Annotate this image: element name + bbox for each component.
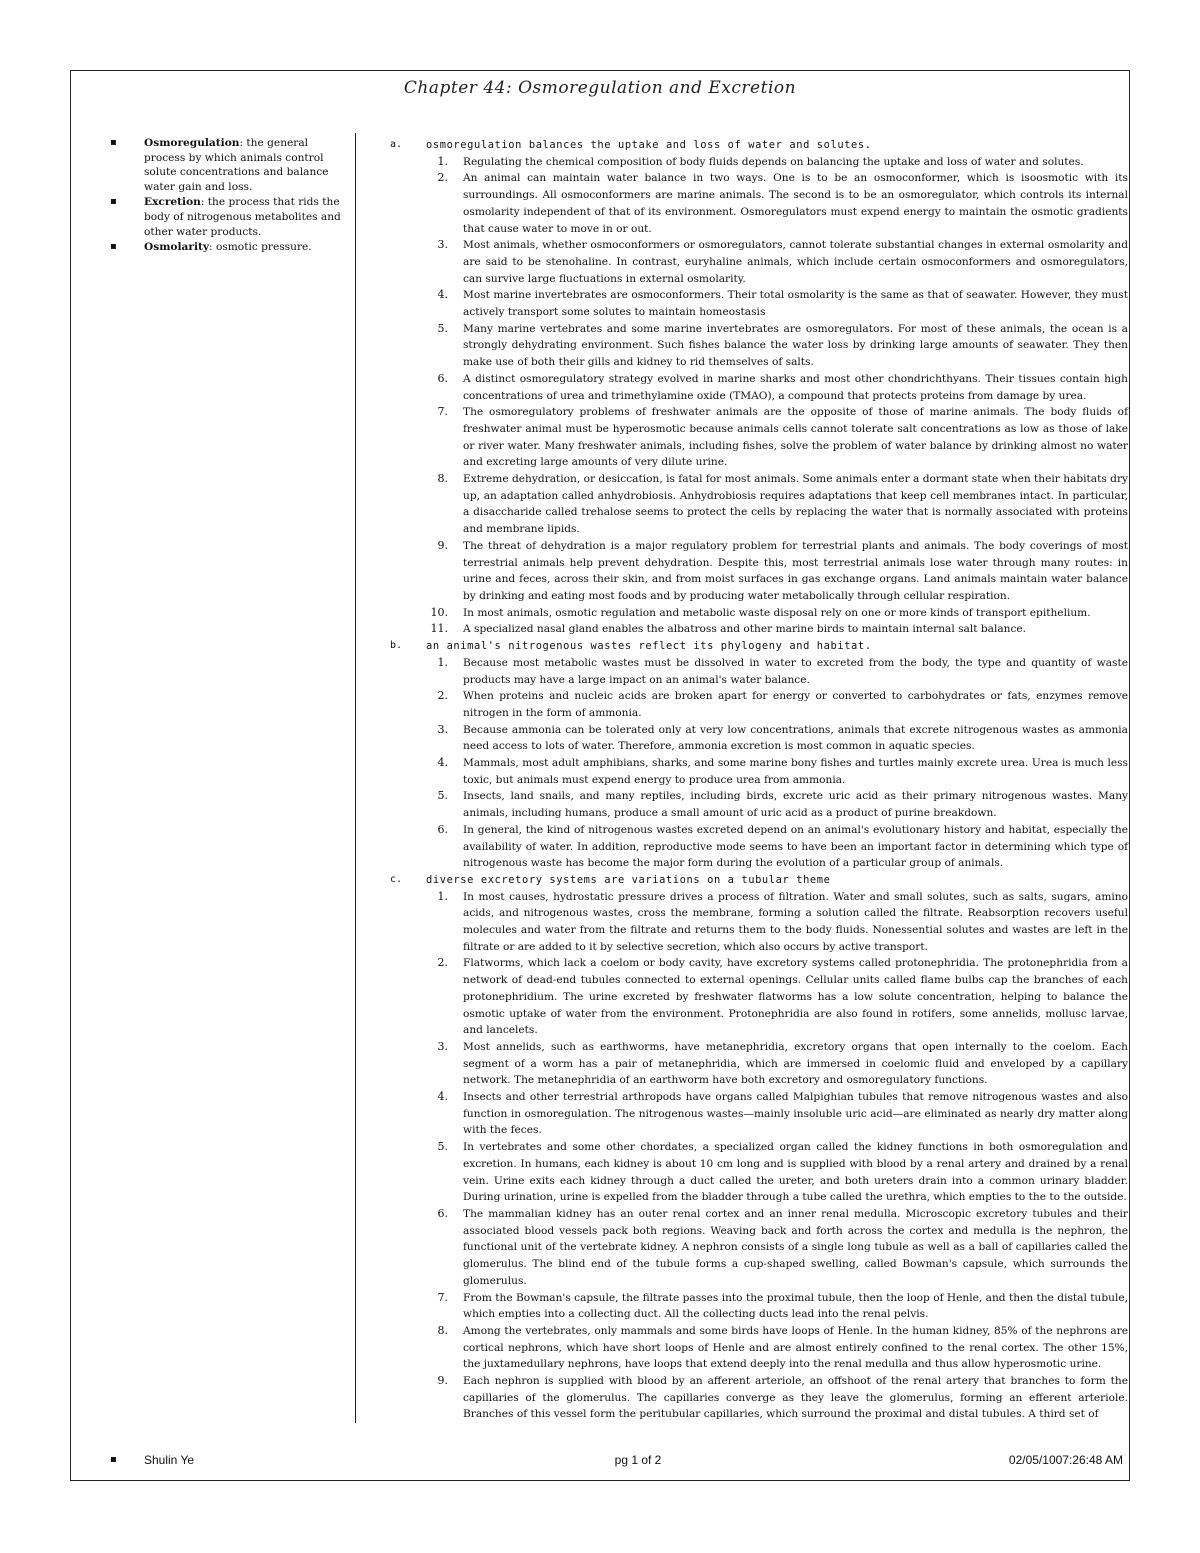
item-number: 3. [437, 722, 448, 736]
bullet-icon: ▪ [110, 196, 117, 208]
outline-item [426, 788, 1128, 821]
column-divider [355, 133, 356, 1423]
item-text: Most annelids, such as earthworms, have metanephridia, excretory organs that open internally to the coelom. Each segment of a worm has a pair of metanephridia, which are immersed in coelomic fluid and enveloped by a capillary network. The metanephridia of an earthworm have both excretory and osmoregulatory functions. [463, 1040, 1128, 1087]
section-number: b. [390, 640, 403, 652]
item-number: 8. [437, 472, 448, 486]
outline-item [426, 1039, 1128, 1089]
glossary-sidebar [110, 136, 350, 256]
item-number: 3. [437, 238, 448, 252]
outline-item [426, 655, 1128, 688]
outline-section [386, 638, 1128, 872]
item-number: 4. [437, 1090, 448, 1104]
glossary-item [110, 136, 350, 194]
outline-item [426, 605, 1128, 622]
outline-item [426, 538, 1128, 605]
outline-item [426, 321, 1128, 371]
outline-item [426, 154, 1128, 171]
outline-notes [386, 137, 1128, 1423]
outline-item [426, 621, 1128, 638]
footer-date: 02/05/1007:26:48 AM [1008, 1453, 1123, 1467]
item-text: Mammals, most adult amphibians, sharks, and some marine bony fishes and turtles mainly excrete urea. Urea is much less toxic, but animals must expend energy to produce urea from ammonia. [463, 757, 1128, 786]
section-item-list [426, 889, 1128, 1424]
outline-item [426, 1323, 1128, 1373]
glossary-definition: : the general process by which animals control solute concentrations and balance water gain and loss. [144, 137, 329, 193]
item-number: 1. [437, 154, 448, 168]
item-text: In most animals, osmotic regulation and metabolic waste disposal rely on one or more kinds of transport epithelium. [463, 606, 1091, 619]
item-text: Because ammonia can be tolerated only at very low concentrations, animals that excrete nitrogenous wastes as ammonia need access to lots of water. Therefore, ammonia excretion is most common in aquatic species. [463, 723, 1128, 753]
glossary-item [110, 240, 350, 255]
item-text: Each nephron is supplied with blood by an afferent arteriole, an offshoot of the renal artery that branches to form the capillaries of the glomerulus. The capillaries converge as they leave the glomerulus, forming an efferent arteriole. Branches of this vessel form the peritubular capillaries, which surround the proximal and distal tubules. A third set of [463, 1375, 1128, 1421]
item-text: The osmoregulatory problems of freshwater animals are the opposite of those of marine animals. The body fluids of freshwater animal must be hyperosmotic because animals cells cannot tolerate salt concentrations as low as those of lake or river water. Many freshwater animals, including fishes, solve the problem of water balance by drinking almost no water and excreting large amounts of very dilute urine. [463, 406, 1128, 469]
item-number: 7. [437, 405, 448, 419]
section-item-list [426, 655, 1128, 872]
outline-item [426, 822, 1128, 872]
page-footer [110, 1453, 1123, 1471]
item-text: An animal can maintain water balance in two ways. One is to be an osmoconformer, which is isoosmotic with its surroundings. All osmoconformers are marine animals. The second is to be an osmoregulator, which controls its internal osmolarity independent of that of its environment. Osmoregulators must expend energy to maintain the osmotic gradients that cause water to move in or out. [463, 172, 1128, 235]
item-number: 10. [430, 605, 448, 619]
glossary-term: Osmolarity [144, 241, 210, 254]
item-text: In most causes, hydrostatic pressure drives a process of filtration. Water and small solutes, such as salts, sugars, amino acids, and nitrogenous wastes, cross the membrane, forming a solution called the filtrate. Reabsorption recovers useful molecules and water from the filtrate and returns them to the body fluids. Nonessential solutes and wastes are left in the filtrate or are added to it by selective secretion, which also occurs by active transport. [463, 890, 1128, 953]
item-text: Extreme dehydration, or desiccation, is fatal for most animals. Some animals enter a dormant state when their habitats dry up, an adaptation called anhydrobiosis. Anhydrobiosis requires adaptations that keep cell membranes intact. In particular, a disaccharide called trehalose seems to protect the cells by replacing the water that is normally associated with proteins and membrane lipids. [463, 473, 1128, 536]
item-text: Insects and other terrestrial arthropods have organs called Malpighian tubules that remove nitrogenous wastes and also function in osmoregulation. The nitrogenous wastes—mainly insoluble uric acid—are eliminated as nearly dry matter along with the feces. [463, 1091, 1128, 1137]
item-text: Regulating the chemical composition of body fluids depends on balancing the uptake and loss of water and solutes. [463, 155, 1084, 168]
item-number: 11. [430, 622, 448, 636]
item-text: In vertebrates and some other chordates, a specialized organ called the kidney functions in both osmoregulation and excretion. In humans, each kidney is about 10 cm long and is supplied with blood by a renal artery and drained by a renal vein. Urine exits each kidney through a duct called the ureter, and both ureters drain into a common urinary bladder. During urination, urine is expelled from the bladder through a tube called the urethra, which empties to the to the outside. [463, 1141, 1128, 1204]
section-heading: diverse excretory systems are variations on a tubular theme [426, 873, 831, 886]
page-title: Chapter 44: Osmoregulation and Excretion [403, 78, 797, 98]
footer-author: Shulin Ye [144, 1453, 195, 1467]
item-number: 1. [437, 655, 448, 669]
outline-item [426, 404, 1128, 471]
item-text: Most animals, whether osmoconformers or osmoregulators, cannot tolerate substantial changes in external osmolarity and are said to be stenohaline. In contrast, euryhaline animals, which include certain osmoconformers and osmoregulators, can survive large fluctuations in external osmolarity. [463, 239, 1128, 285]
bullet-icon: ▪ [110, 241, 117, 253]
outline-item [426, 287, 1128, 320]
item-number: 4. [437, 288, 448, 302]
section-item-list [426, 154, 1128, 638]
item-text: The mammalian kidney has an outer renal cortex and an inner renal medulla. Microscopic excretory tubules and their associated blood vessels pack both regions. Weaving back and forth across the cortex and medulla is the nephron, the functional unit of the vertebrate kidney. A nephron consists of a single long tubule as well as a ball of capillaries called the glomerulus. The blind end of the tubule forms a cup-shaped swelling, called Bowman's capsule, which surrounds the glomerulus. [463, 1208, 1128, 1287]
item-number: 1. [437, 889, 448, 903]
item-number: 6. [437, 1207, 448, 1220]
item-number: 4. [437, 756, 448, 770]
item-text: A distinct osmoregulatory strategy evolved in marine sharks and most other chondrichthyans. Their tissues contain high concentrations of urea and trimethylamine oxide (TMAO), a compound that protects proteins from damage by urea. [463, 372, 1128, 402]
item-number: 9. [437, 1374, 448, 1388]
outline-item [426, 755, 1128, 788]
item-number: 5. [437, 321, 448, 335]
item-text: When proteins and nucleic acids are broken apart for energy or converted to carbohydrates or fats, enzymes remove nitrogen in the form of ammonia. [463, 690, 1128, 719]
section-heading: an animal's nitrogenous wastes reflect its phylogeny and habitat. [426, 640, 872, 653]
section-heading: osmoregulation balances the uptake and loss of water and solutes. [426, 139, 872, 151]
item-number: 3. [437, 1039, 448, 1053]
item-text: A specialized nasal gland enables the albatross and other marine birds to maintain internal salt balance. [463, 623, 1027, 636]
outline-item [426, 371, 1128, 404]
outline-item [426, 471, 1128, 538]
outline-item [426, 237, 1128, 287]
item-number: 6. [437, 371, 448, 385]
item-number: 5. [437, 1140, 448, 1154]
section-number: a. [390, 139, 403, 150]
outline-section [386, 872, 1128, 1423]
outline-item [426, 688, 1128, 721]
outline-item [426, 955, 1128, 1039]
item-number: 5. [437, 789, 448, 803]
item-text: Many marine vertebrates and some marine invertebrates are osmoregulators. For most of these animals, the ocean is a strongly dehydrating environment. Such fishes balance the water loss by drinking large amounts of seawater. They then make use of both their gills and kidney to rid themselves of salts. [463, 322, 1128, 369]
outline-item [426, 1089, 1128, 1139]
item-text: In general, the kind of nitrogenous wastes excreted depend on an animal's evolutionary history and habitat, especially the availability of water. In addition, reproductive mode seems to have been an important factor in determining which type of nitrogenous waste has become the major form during the evolution of a particular group of animals. [463, 823, 1128, 870]
outline-item [426, 1290, 1128, 1323]
outline-item [426, 889, 1128, 956]
item-text: Because most metabolic wastes must be dissolved in water to excreted from the body, the type and quantity of waste products may have a large impact on an animal's water balance. [463, 656, 1128, 686]
glossary-definition: : osmotic pressure. [209, 241, 312, 254]
item-text: Insects, land snails, and many reptiles, including birds, excrete uric acid as their primary nitrogenous wastes. Many animals, including humans, produce a small amount of uric acid as a product of purine breakdown. [463, 790, 1128, 820]
item-number: 8. [437, 1323, 448, 1337]
glossary-item [110, 195, 350, 239]
outline-item [426, 1139, 1128, 1206]
item-text: The threat of dehydration is a major regulatory problem for terrestrial plants and animals. The body coverings of most terrestrial animals help prevent dehydration. Despite this, most terrestrial animals lose water through many routes: in urine and feces, across their skin, and from moist surfaces in gas exchange organs. Land animals maintain water balance by drinking and eating most foods and by producing water metabolically through cellular respiration. [463, 539, 1128, 602]
outline-item [426, 722, 1128, 755]
outline-item [426, 1206, 1128, 1290]
outline-item [426, 1373, 1128, 1423]
glossary-definition: : the process that rids the body of nitrogenous metabolites and other water products. [144, 196, 341, 238]
bullet-icon: ▪ [110, 137, 117, 148]
item-text: From the Bowman's capsule, the filtrate passes into the proximal tubule, then the loop of Henle, and then the distal tubule, which empties into a collecting duct. All the collecting ducts lead into the renal pelvis. [463, 1291, 1128, 1321]
item-text: Flatworms, which lack a coelom or body cavity, have excretory systems called protonephridia. The protonephridia from a network of dead-end tubules connected to external openings. Cellular units called flame bulbs cap the branches of each protonephridium. The urine excreted by freshwater flatworms has a low solute concentration, helping to balance the osmotic uptake of water from the environment. Protonephridia are also found in rotifers, some annelids, mollusc larvae, and lancelets. [463, 957, 1128, 1037]
item-number: 2. [437, 171, 448, 185]
item-number: 2. [437, 956, 448, 970]
item-text: Among the vertebrates, only mammals and some birds have loops of Henle. In the human kidney, 85% of the nephrons are cortical nephrons, which have short loops of Henle and are almost entirely confined to the renal cortex. The other 15%, the juxtamedullary nephrons, have loops that extend deeply into the renal medulla and thus allow hyperosmotic urine. [463, 1324, 1128, 1371]
footer-page-number: pg 1 of 2 [614, 1453, 662, 1467]
item-text: Most marine invertebrates are osmoconformers. Their total osmolarity is the same as that of seawater. However, they must actively transport some solutes to maintain homeostasis [463, 289, 1128, 319]
item-number: 9. [437, 538, 448, 552]
glossary-term: Osmoregulation [144, 137, 240, 149]
item-number: 6. [437, 822, 448, 836]
bullet-icon: ▪ [110, 1454, 117, 1465]
glossary-term: Excretion [144, 196, 201, 209]
item-number: 2. [437, 689, 448, 703]
outline-section [386, 137, 1128, 638]
item-number: 7. [437, 1290, 448, 1304]
outline-item [426, 170, 1128, 237]
section-number: c. [390, 873, 403, 885]
